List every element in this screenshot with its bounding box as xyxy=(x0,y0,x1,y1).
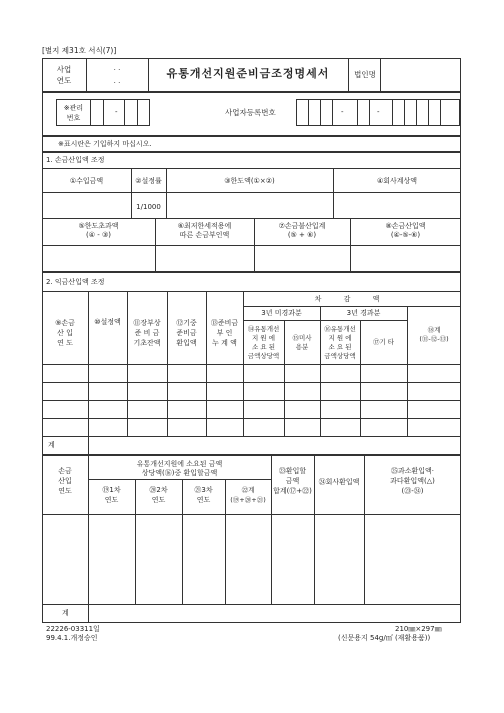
s3-col-23: ㉓환입할 금액 합계(⑰+㉒) xyxy=(273,467,312,495)
s3-col-24: ㉔회사환입액 xyxy=(318,478,360,486)
s2-col-15: ⑮미사 용분 xyxy=(292,334,312,351)
s3-col-25: ㉕과소환입액· 과다환입액(△) (㉓-㉔) xyxy=(390,467,435,495)
s2-total-label: 계 xyxy=(48,441,55,449)
s2-col-under3: 3년 미경과분 xyxy=(261,309,302,317)
notice-text: ※표시란은 기입하지 마십시오. xyxy=(58,140,152,148)
s2-col-16: ⑯유통개선 지 원 에 소 요 된 금액상당액 xyxy=(324,325,356,360)
footer-code: 22226-03311일 xyxy=(46,625,100,633)
section2-title: 2. 익금산입액 조정 xyxy=(46,278,105,286)
revenue-field[interactable] xyxy=(43,193,130,217)
s2-col-set: ⑩설정액 xyxy=(94,318,121,326)
mgmt-number-field[interactable] xyxy=(91,100,149,125)
s1-header-3: ③한도액(①×②) xyxy=(224,177,275,185)
s2-col-diff: 차 감 액 xyxy=(314,295,390,303)
deductible-field[interactable] xyxy=(351,246,460,271)
mgmt-number-label: ※관리 번호 xyxy=(63,104,84,122)
s1-header-7: ⑦손금불산입계 (⑤ + ⑥) xyxy=(278,222,326,239)
s3-col-21: ㉑3차 연도 xyxy=(194,486,213,504)
s2-data-rows[interactable] xyxy=(43,365,460,454)
s1-header-6: ⑥최저한세적용에 따른 손금부인액 xyxy=(177,222,232,239)
min-tax-field[interactable] xyxy=(156,246,253,271)
s1-header-2: ②설정률 xyxy=(135,177,162,185)
company-amount-field[interactable] xyxy=(334,193,460,217)
s3-col-22: ㉒계 (⑲+⑳+㉑) xyxy=(230,486,266,504)
s2-col-18: ⑱계 (⑪-⑫-⑬) xyxy=(419,326,449,343)
rate-value: 1/1000 xyxy=(136,203,161,211)
s2-col-17: ⑰기 타 xyxy=(372,338,395,346)
s2-col-over3: 3년 경과분 xyxy=(346,309,381,317)
form-title: 유통개선지원준비금조정명세서 xyxy=(166,67,330,80)
biz-reg-dash-1: - xyxy=(341,108,344,116)
s1-header-1: ①수입금액 xyxy=(69,177,104,185)
s3-col-20: ⑳2차 연도 xyxy=(149,486,168,504)
s3-col-year: 손금 산입 연도 xyxy=(58,467,72,495)
limit-field[interactable] xyxy=(167,193,332,217)
s2-col-cum: ⑬준비금 부 인 누 계 액 xyxy=(210,319,239,347)
s3-total-label: 계 xyxy=(62,609,69,617)
biz-reg-field[interactable] xyxy=(297,100,459,125)
section1-title: 1. 손금산입액 조정 xyxy=(46,156,105,164)
s3-data-rows[interactable] xyxy=(43,515,460,622)
footer-size: 210㎜×297㎜ xyxy=(395,625,442,633)
s2-col-14: ⑭유통개선 지 원 에 소 요 된 금액상당액 xyxy=(247,325,280,360)
period-label: 사업 연도 xyxy=(56,65,72,85)
excess-field[interactable] xyxy=(43,246,154,271)
footer-approval: 99.4.1.개정승인 xyxy=(46,634,98,642)
form-number: [별지 제31호 서식(7)] xyxy=(42,46,117,55)
biz-reg-dash-2: - xyxy=(377,108,380,116)
s3-col-required: 유통개선지원에 소요된 금액 상당액(⑯)중 환입할금액 xyxy=(136,460,223,477)
s3-col-19: ⑲1차 연도 xyxy=(102,486,121,504)
s2-col-return: ⑫기중 준비금 환입액 xyxy=(176,319,197,347)
s2-col-year: ⑨손금 산 입 연 도 xyxy=(55,319,75,347)
s2-col-book: ⑪장부상 준 비 금 기초잔액 xyxy=(133,319,161,347)
biz-reg-label: 사업자등록번호 xyxy=(225,108,276,117)
s1-header-4: ④회사계상액 xyxy=(376,177,418,185)
s1-header-8: ⑧손금산입액 (④-⑤-⑥) xyxy=(385,222,426,239)
period-dots: . . . . xyxy=(113,64,121,85)
corp-name-field[interactable] xyxy=(381,59,460,91)
nondeductible-field[interactable] xyxy=(255,246,349,271)
mgmt-dash: - xyxy=(115,108,118,116)
corp-name-label: 법인명 xyxy=(354,70,376,79)
footer-paper: (신문용지 54g/㎡ (재활용품)) xyxy=(338,634,431,642)
s1-header-5: ⑤한도초과액 (④ - ③) xyxy=(78,222,119,239)
